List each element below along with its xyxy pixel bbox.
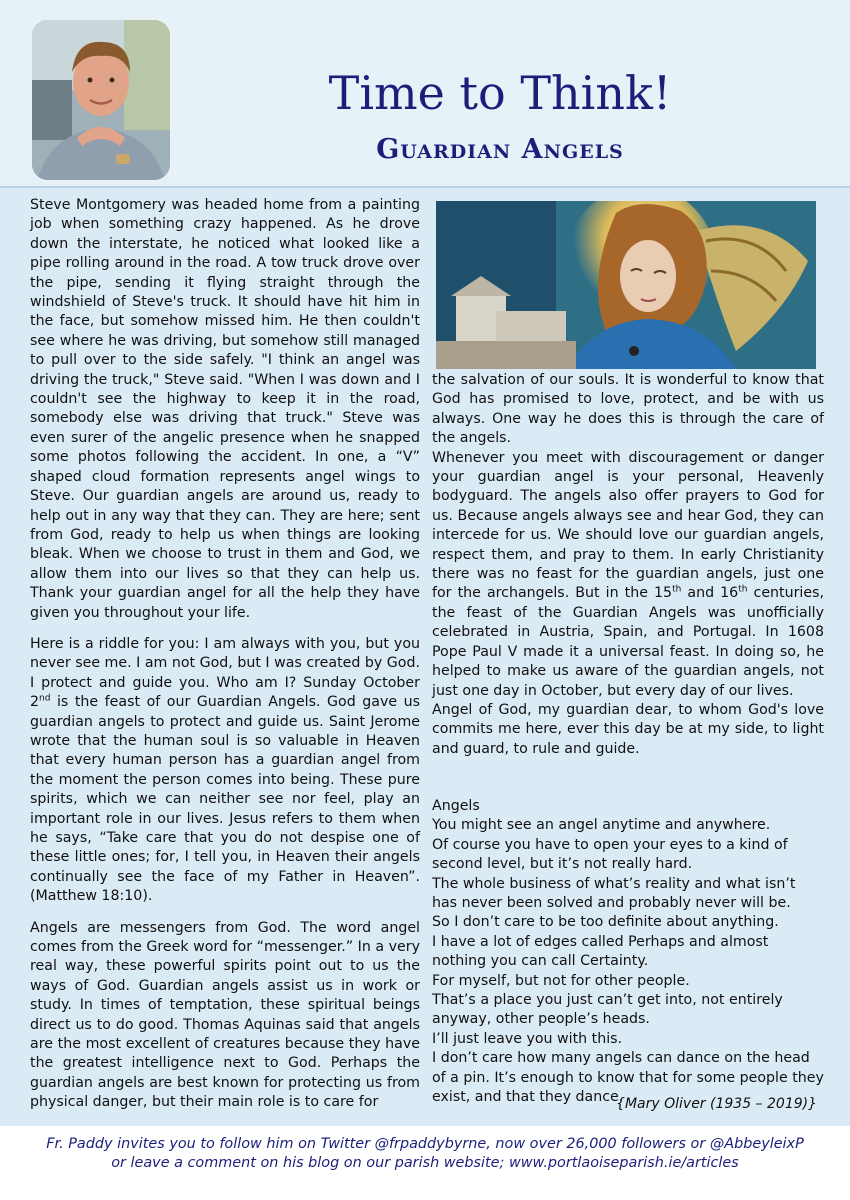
paragraph-5-text-a: Whenever you meet with discouragement or danger your guardian angel is your personal, Heavenly bodyguard. The angels also offer prayers to God for us. Because angels always see and hear God, they can intercede for us. We should love our guardian angels, respect them, and pray to them. In early Christianity there was no feast for the guardian angels, just one for the archangels. But in the 15: [432, 449, 824, 602]
poem-line: Of course you have to open your eyes to a kind of second level, but it’s not really hard.: [432, 836, 788, 873]
right-column: [432, 371, 824, 759]
page-subtitle: Guardian Angels: [376, 134, 624, 165]
poem-line: The whole business of what’s reality and what isn’t has never been solved and probably never will be.: [432, 875, 796, 912]
footer-text: [0, 1135, 850, 1173]
poem-line: I’ll just leave you with this.: [432, 1030, 623, 1047]
paragraph-5: [432, 449, 824, 701]
paragraph-3: Angels are messengers from God. The word angel comes from the Greek word for “messenger.” In a very real way, these powerful spirits point out to us the ways of God. Guardian angels assist us in work or study. In times of temptation, these spiritual beings direct us to do good. Thomas Aquinas said that angels are the most excellent of creatures because they have the greatest intelligence next to God. Perhaps the guardian angels are best known for protecting us from physical danger, but their main role is to care for: [30, 919, 420, 1111]
paragraph-2-text-b: is the feast of our Guardian Angels. God gave us guardian angels to protect and guide us. Saint Jerome wrote that the human soul is so valuable in Heaven that every human person has a guardian angel from the moment the person comes into being. These pure spirits, which we can neither see nor feel, play an important role in our lives. Jesus refers to them when he says, “Take care that you do not despise one of these little ones; for, I tell you, in Heaven their angels continually see the face of my Father in Heaven”. (Matthew 18:10).: [30, 694, 420, 905]
footer-line-1: Fr. Paddy invites you to follow him on Twitter @frpaddybyrne, now over 26,000 followers or @AbbeyleixP: [46, 1136, 804, 1152]
paragraph-4: the salvation of our souls. It is wonderful to know that God has promised to love, protect, and be with us always. One way he does this is through the care of the angels.: [432, 372, 824, 447]
superscript-nd: nd: [39, 693, 51, 704]
page-title: Time to Think!: [328, 66, 672, 120]
left-column: [30, 196, 420, 1113]
poem-heading: Angels: [432, 798, 480, 814]
poem-line: For myself, but not for other people.: [432, 972, 690, 989]
paragraph-1: Steve Montgomery was headed home from a painting job when something crazy happened. As he drove down the interstate, he noticed what looked like a pipe rolling around in the road. A tow truck drove over the pipe, sending it flying straight through the windshield of Steve's truck. It should have hit him in the face, but somehow missed him. He then couldn't see where he was driving, but somehow still managed to pull over to the side safely. "I think an angel was driving the truck," Steve said. "When I was down and I couldn't see the highway to keep it in the road, somebody else was driving that truck." Steve was even surer of the angelic presence when he snapped some photos following the accident. In one, a “V” shaped cloud formation represents angel wings to Steve. Our guardian angels are around us, ready to help out in any way that they can. They are here; sent from God, ready to help us when things are looking bleak. When we choose to trust in them and God, we allow them into our lives so that they can help us. Thank your guardian angel for all the help they have given you throughout your life.: [30, 197, 420, 621]
paragraph-5-text-b: and 16: [681, 585, 739, 602]
poem-line: I don’t care how many angels can dance on the head of a pin. It’s enough to know that for some people they exist, and that they dance.: [432, 1050, 824, 1106]
superscript-th-2: th: [738, 584, 748, 595]
paragraph-5-text-c: centuries, the feast of the Guardian Angels was unofficially celebrated in Austria, Spain, and Portugal. In 1608 Pope Paul V made it a universal feast. In doing so, he helped to make us aware of the guardian angels, not just one day in October, but every day of our lives.: [432, 585, 825, 699]
poem-block: [432, 797, 824, 1108]
poem-line: You might see an angel anytime and anywhere.: [432, 817, 771, 834]
header-divider: [0, 186, 850, 188]
poem-line: That’s a place you just can’t get into, not entirely anyway, other people’s heads.: [432, 992, 783, 1028]
poem-attribution: {Mary Oliver (1935 – 2019)}: [616, 1096, 817, 1112]
poem-line: So I don’t care to be too definite about anything.: [432, 914, 779, 931]
prayer-paragraph: Angel of God, my guardian dear, to whom God's love commits me here, ever this day be at my side, to light and guard, to rule and guide.: [432, 701, 824, 757]
angel-stained-glass-image: [436, 201, 816, 369]
paragraph-2: [30, 635, 420, 907]
author-photo: [32, 20, 170, 180]
paragraph-2-text-a: Here is a riddle for you: I am always with you, but you never see me. I am not God, but I was created by God. I protect and guide you. Who am I? Sunday October 2: [30, 635, 420, 711]
poem-line: I have a lot of edges called Perhaps and almost nothing you can call Certainty.: [432, 933, 769, 970]
footer-line-2: or leave a comment on his blog on our parish website; www.portlaoiseparish.ie/articles: [111, 1155, 739, 1171]
superscript-th-1: th: [672, 584, 682, 595]
